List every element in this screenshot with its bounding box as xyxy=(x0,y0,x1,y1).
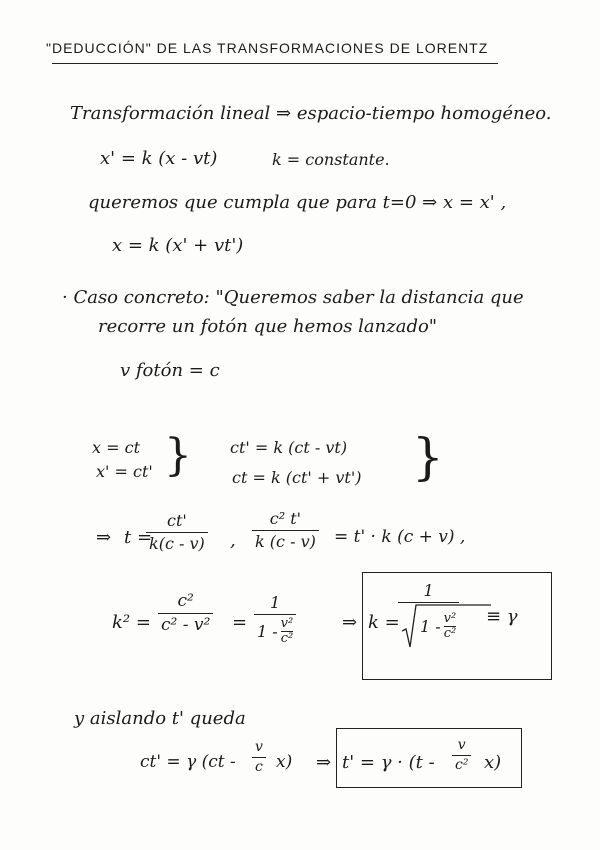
fraction-denominator xyxy=(398,605,459,649)
sys-right-1: ct' = k (ct - vt) xyxy=(230,438,348,457)
fraction-bar xyxy=(254,614,296,615)
equation-t-x: x) xyxy=(484,752,502,773)
sys-left-1: x = ct xyxy=(92,438,140,457)
fraction-numerator: 1 xyxy=(423,581,434,600)
fraction-denominator xyxy=(254,617,296,647)
equation-v-foton: v fotón = c xyxy=(120,360,220,381)
nested-fraction xyxy=(444,612,457,642)
k-equals: k = xyxy=(368,612,400,633)
fraction-c2-over-c2v2 xyxy=(158,592,213,634)
fraction-1-over-1-v2c2 xyxy=(254,594,296,646)
sys-right-2: ct = k (ct' + vt') xyxy=(232,468,362,487)
fraction-lorentz-factor xyxy=(398,582,459,649)
fraction-numerator: v xyxy=(255,739,263,755)
equation-ct-prime: ct' = γ (ct - xyxy=(140,752,236,772)
arrow-implies-3: ⇒ xyxy=(316,752,332,773)
arrow-implies-2: ⇒ xyxy=(342,612,358,633)
nested-denominator: c² xyxy=(280,630,294,646)
right-brace-left: } xyxy=(164,430,192,481)
fraction-denominator: c xyxy=(255,759,263,776)
k-squared-equals: k² = xyxy=(112,612,151,633)
fraction-v-over-c xyxy=(252,740,266,776)
text-line-transformacion: Transformación lineal ⇒ espacio-tiempo homogéneo. xyxy=(70,103,552,124)
text-line-queremos: queremos que cumpla que para t=0 ⇒ x = x' , xyxy=(88,192,507,213)
comma-separator: , xyxy=(230,530,236,551)
arrow-implies-1: ⇒ xyxy=(96,527,112,548)
text-line-aislando: y aislando t' queda xyxy=(74,708,246,729)
nested-fraction xyxy=(281,617,294,647)
equation-t-prime: t' = γ · (t - xyxy=(342,752,435,773)
fraction-bar xyxy=(146,532,208,533)
equation-ct-x: x) xyxy=(276,752,293,772)
fraction-bar xyxy=(452,755,471,756)
fraction-numerator: c² xyxy=(177,591,194,611)
sqrt-icon xyxy=(401,605,417,649)
text-k-constante: k = constante. xyxy=(272,150,390,169)
equation-rhs: = t' · k (c + v) , xyxy=(334,527,466,547)
title-underline xyxy=(52,63,498,64)
nested-numerator: v² xyxy=(280,615,294,631)
fraction-denominator: c² - v² xyxy=(161,614,211,635)
text-line-caso-concreto: · Caso concreto: "Queremos saber la distancia que xyxy=(62,287,524,308)
fraction-numerator: v xyxy=(457,737,466,753)
page-title: "DEDUCCIÓN" DE LAS TRANSFORMACIONES DE LORENTZ xyxy=(46,40,489,56)
equals-sign: = xyxy=(232,612,248,633)
right-brace-right: } xyxy=(412,428,444,486)
fraction-bar xyxy=(252,757,266,758)
nested-numerator: v² xyxy=(443,610,457,626)
fraction-ct-over-kcv xyxy=(146,512,208,552)
fraction-bar xyxy=(252,530,319,531)
fraction-bar xyxy=(158,613,213,614)
fraction-denominator: k(c - v) xyxy=(149,533,205,553)
fraction-numerator: c² t' xyxy=(269,509,302,528)
denominator-prefix: 1 - xyxy=(420,616,441,636)
equation-x: x = k (x' + vt') xyxy=(112,235,244,256)
fraction-v-over-c2 xyxy=(452,738,471,774)
fraction-denominator: k (c - v) xyxy=(255,531,316,551)
text-line-recorre: recorre un fotón que hemos lanzado" xyxy=(98,316,438,337)
sys-left-2: x' = ct' xyxy=(96,462,153,481)
nested-denominator: c² xyxy=(443,626,457,642)
fraction-bar xyxy=(398,602,459,603)
equiv-gamma: ≡ γ xyxy=(486,606,518,627)
t-equals: t = xyxy=(124,527,153,548)
fraction-c2t-over-kcv xyxy=(252,510,319,550)
equation-x-prime: x' = k (x - vt) xyxy=(100,148,218,169)
fraction-denominator: c² xyxy=(455,757,469,774)
fraction-numerator: ct' xyxy=(166,511,187,530)
fraction-numerator: 1 xyxy=(270,593,281,612)
denominator-prefix: 1 - xyxy=(257,621,278,641)
